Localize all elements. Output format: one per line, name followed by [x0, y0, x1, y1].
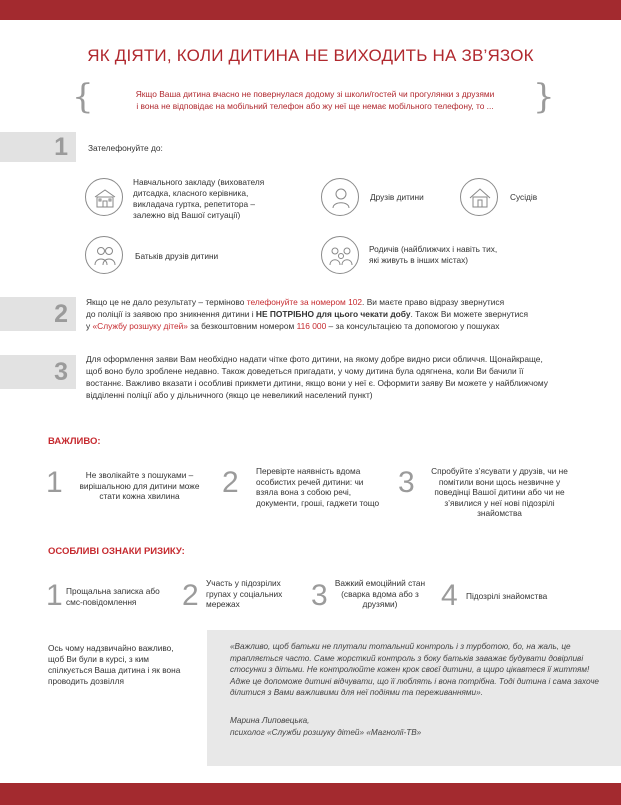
- contact-parents-label: Батьків друзів дитини: [135, 251, 219, 261]
- police-number-link[interactable]: телефонуйте за номером 102: [246, 297, 363, 307]
- important-2-text: Перевірте наявність вдома особистих речей дитини: чи взяла вона з собою речі, документи, гроші, гаджети тощо: [256, 466, 380, 508]
- step-3-text: Для оформлення заяви Вам необхідно надати чітке фото дитини, на якому добре видно риси обличчя. Щонайкраще, щоб воно було зроблене недавно. Також доведеться пригадати, у чому дитина була одягнена, коли Ви бачили її востаннє. Важливо вказати і особливі прикмети дитини, якщо вони у неї є. Оформити заяву Ви можете у найближчому відділенні поліції або у дільничного (якщо це невеликий населений пункт): [86, 354, 548, 400]
- step-2-p2: до поліції із заявою про зникнення дитини і: [86, 309, 256, 319]
- contact-neighbors-label: Сусідів: [510, 192, 538, 202]
- quote-author: [230, 715, 600, 738]
- intro-line-1: Якщо Ваша дитина вчасно не повернулася додому зі школи/гостей чи прогулянки з друзями: [135, 89, 495, 99]
- right-brace: }: [533, 77, 555, 117]
- step-2-p3: у: [86, 321, 93, 331]
- left-brace: {: [72, 77, 94, 117]
- risk-3-text: Важкий емоційний стан (сварка вдома або з друзями): [334, 578, 426, 609]
- step-2-p3-end: – за консультацією та допомогою у пошуках: [326, 321, 500, 331]
- step-2-p1-end: . Ви маєте право відразу звернутися: [362, 297, 505, 307]
- step-2-p2-end: . Також Ви можете звернутися: [410, 309, 529, 319]
- search-service-link[interactable]: «Службу розшуку дітей»: [92, 321, 188, 331]
- risks-heading: ОСОБЛИВІ ОЗНАКИ РИЗИКУ:: [48, 546, 185, 557]
- risk-2-text: Участь у підозрілих групах у соціальних мережах: [206, 578, 283, 609]
- important-1-number: 1: [46, 466, 63, 499]
- contact-relatives-label: Родичів (найближчих і навіть тих, які живуть в інших містах): [369, 244, 498, 265]
- important-heading: ВАЖЛИВО:: [48, 436, 101, 447]
- risk-4-text: Підозрілі знайомства: [466, 591, 548, 601]
- important-3-number: 3: [398, 466, 415, 499]
- contact-school-label: Навчального закладу (вихователя дитсадка, класного керівника, викладача гуртка, репетитора – залежно від Вашої ситуації): [133, 177, 265, 220]
- step-2-number: 2: [54, 300, 68, 328]
- intro-line-2: і вона не відповідає на мобільний телефон або жу неї ще немає мобільного телефону, то ...: [136, 101, 494, 111]
- why-text: Ось чому надзвичайно важливо, щоб Ви були в курсі, з ким спілкується Ваша дитина і як вона проводить дозвілля: [48, 643, 181, 686]
- school-icon: [85, 178, 123, 216]
- step-1-text: Зателефонуйте до:: [88, 143, 163, 153]
- top-banner: [0, 0, 621, 20]
- author-name: Марина Липовецька,: [230, 716, 310, 725]
- step-2-text: [86, 296, 586, 332]
- step-1-number: 1: [54, 133, 68, 161]
- friend-icon: [321, 178, 359, 216]
- step-3-number: 3: [54, 358, 68, 386]
- step-2-p3-mid: за безкоштовним номером: [187, 321, 297, 331]
- risk-1-text: Прощальна записка або смс-повідомлення: [66, 586, 160, 607]
- contact-friends-label: Друзів дитини: [370, 192, 424, 202]
- house-icon: [460, 178, 498, 216]
- step-2-tab: [0, 297, 76, 331]
- intro-text: [100, 88, 530, 112]
- risk-2-number: 2: [182, 579, 199, 612]
- step-2-p1: Якщо це не дало результату – терміново: [86, 297, 247, 307]
- no-wait-notice: НЕ ПОТРІБНО для цього чекати добу: [255, 309, 411, 319]
- author-role: психолог «Служби розшуку дітей» «Магнолії-ТВ»: [230, 727, 422, 737]
- page-title: ЯК ДІЯТИ, КОЛИ ДИТИНА НЕ ВИХОДИТЬ НА ЗВ’ЯЗОК: [87, 46, 534, 65]
- risk-3-number: 3: [311, 579, 328, 612]
- important-3-text: Спробуйте з’ясувати у друзів, чи не помітили вони щось незвичне у поведінці Вашої дитини або чи не з’явилися у неї нові підозрілі знайомства: [431, 466, 568, 518]
- step-3-tab: [0, 355, 76, 389]
- family-icon: [321, 236, 359, 274]
- step-1-tab: [0, 132, 76, 162]
- hotline-number[interactable]: 116 000: [296, 321, 327, 331]
- risk-4-number: 4: [441, 579, 458, 612]
- bottom-banner: [0, 783, 621, 805]
- psychologist-quote: «Важливо, щоб батьки не плутали тотальний контроль і з турботою, бо, на жаль, це трапляється часто. Саме жорсткий контроль з боку батьків заважає будувати довірливі стосунки з дітьми. Не контролюйте кожен крок своєї дитини, а щиро цікавтеся її життям! Адже це допоможе дитині відчувати, що її люблять і вона потрібна. Тоді дитина і сама захоче ділитися з Вами важливими для неї подіями та переживаннями».: [230, 642, 599, 697]
- important-2-number: 2: [222, 466, 239, 499]
- important-1-text: Не зволікайте з пошуками – вирішальною для дитини може стати кожна хвилина: [79, 470, 200, 501]
- risk-1-number: 1: [46, 579, 63, 612]
- parents-icon: [85, 236, 123, 274]
